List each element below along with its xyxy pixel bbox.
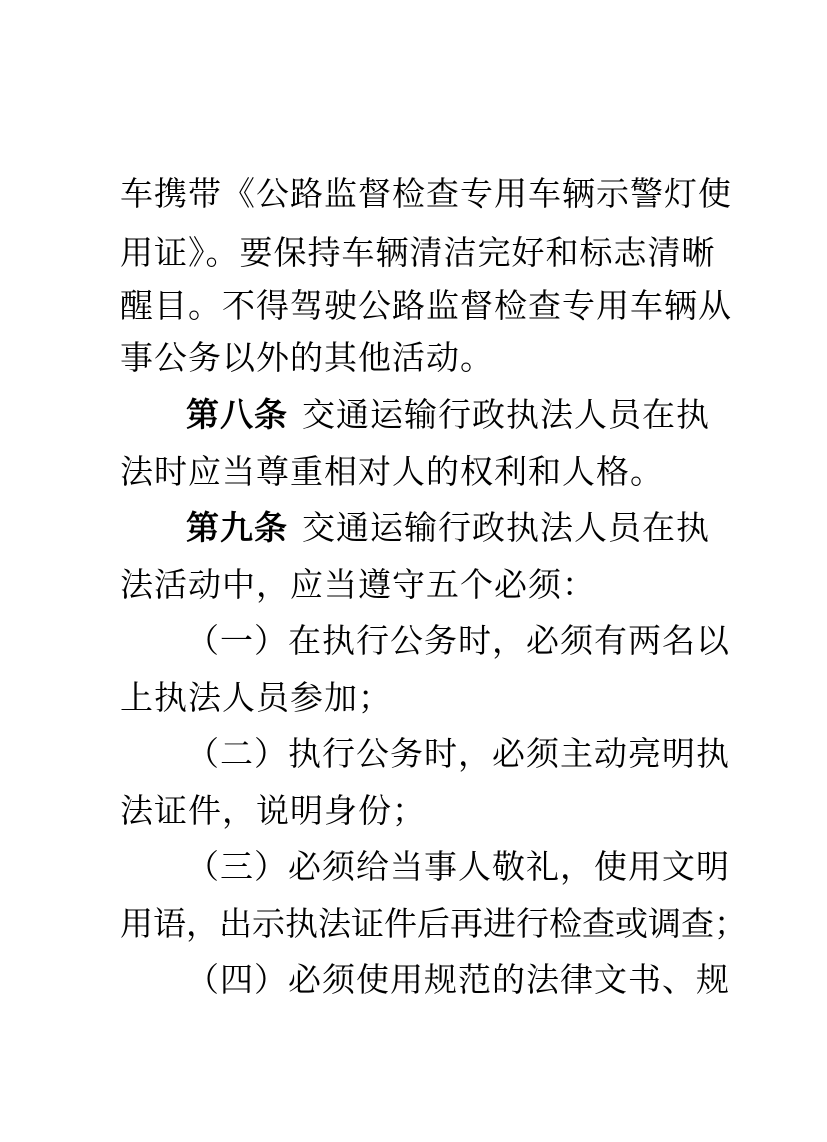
list-item-1: （一）在执行公务时，必须有两名以	[186, 621, 730, 660]
text-line: 用语，出示执法证件后再进行检查或调查；	[120, 904, 747, 943]
list-item-3: （三）必须给当事人敬礼，使用文明	[186, 847, 730, 886]
article-8-text: 交通运输行政执法人员在执	[302, 395, 710, 434]
article-8-paragraph	[186, 391, 720, 439]
list-item-2: （二）执行公务时，必须主动亮明执	[186, 734, 730, 773]
text-line: 法证件，说明身份；	[120, 791, 426, 830]
text-line: 车携带《公路监督检查专用车辆示警灯使	[120, 174, 732, 213]
article-8-heading: 第八条	[186, 395, 288, 434]
text-line: 事公务以外的其他活动。	[120, 338, 494, 377]
text-line: 法时应当尊重相对人的权利和人格。	[120, 452, 664, 491]
text-line: 用证》。要保持车辆清洁完好和标志清晰	[120, 233, 716, 272]
list-item-4: （四）必须使用规范的法律文书、规	[186, 960, 730, 999]
article-9-text: 交通运输行政执法人员在执	[302, 508, 710, 547]
text-line: 上执法人员参加；	[120, 678, 392, 717]
article-9-heading: 第九条	[186, 508, 288, 547]
text-line: 醒目。不得驾驶公路监督检查专用车辆从	[120, 286, 732, 325]
article-9-paragraph	[186, 504, 720, 552]
text-line: 法活动中，应当遵守五个必须：	[120, 565, 596, 604]
